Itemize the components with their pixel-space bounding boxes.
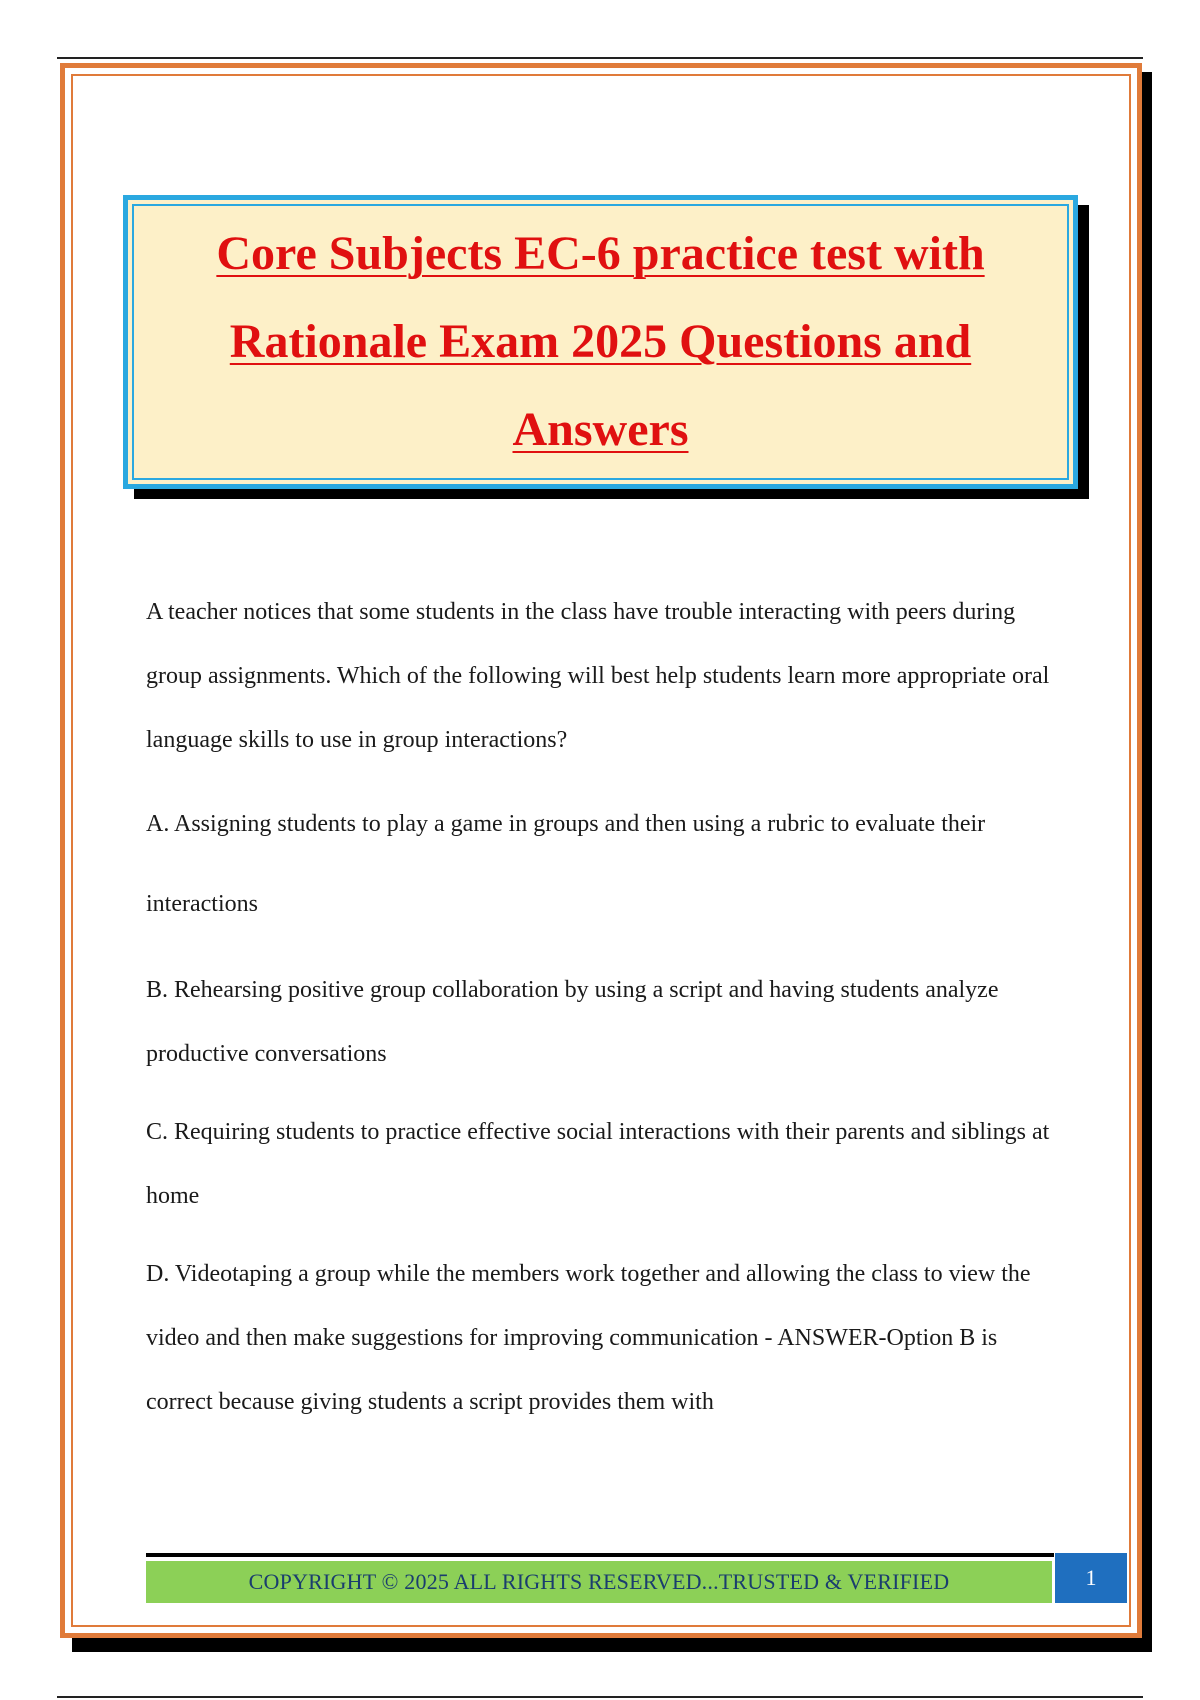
bottom-rule <box>57 1696 1143 1698</box>
question-block <box>146 580 1066 1448</box>
page-number: 1 <box>1085 1565 1097 1590</box>
option-a: A. Assigning students to play a game in groups and then using a rubric to evaluate their interactions <box>146 811 986 917</box>
question-text: A teacher notices that some students in the class have trouble interacting with peers during group assignments. Which of the following will best help students learn more appropriate oral language skills to use in group interactions? <box>146 599 1050 753</box>
page-number-box <box>1055 1553 1127 1603</box>
title-box <box>123 195 1078 489</box>
document-title: Core Subjects EC-6 practice test with Rationale Exam 2025 Questions and Answers <box>216 227 985 456</box>
footer-rule <box>146 1553 1054 1557</box>
option-d-with-answer: D. Videotaping a group while the members work together and allowing the class to view the video and then make suggestions for improving communication - ANSWER-Option B is correct because giving students a script provides them with <box>146 1261 1031 1415</box>
copyright-text: COPYRIGHT © 2025 ALL RIGHTS RESERVED...TRUSTED & VERIFIED <box>248 1569 950 1594</box>
option-c: C. Requiring students to practice effective social interactions with their parents and siblings at home <box>146 1119 1050 1209</box>
top-rule <box>57 57 1143 59</box>
option-b: B. Rehearsing positive group collaboration by using a script and having students analyze productive conversations <box>146 977 999 1067</box>
footer-bar <box>146 1561 1052 1603</box>
